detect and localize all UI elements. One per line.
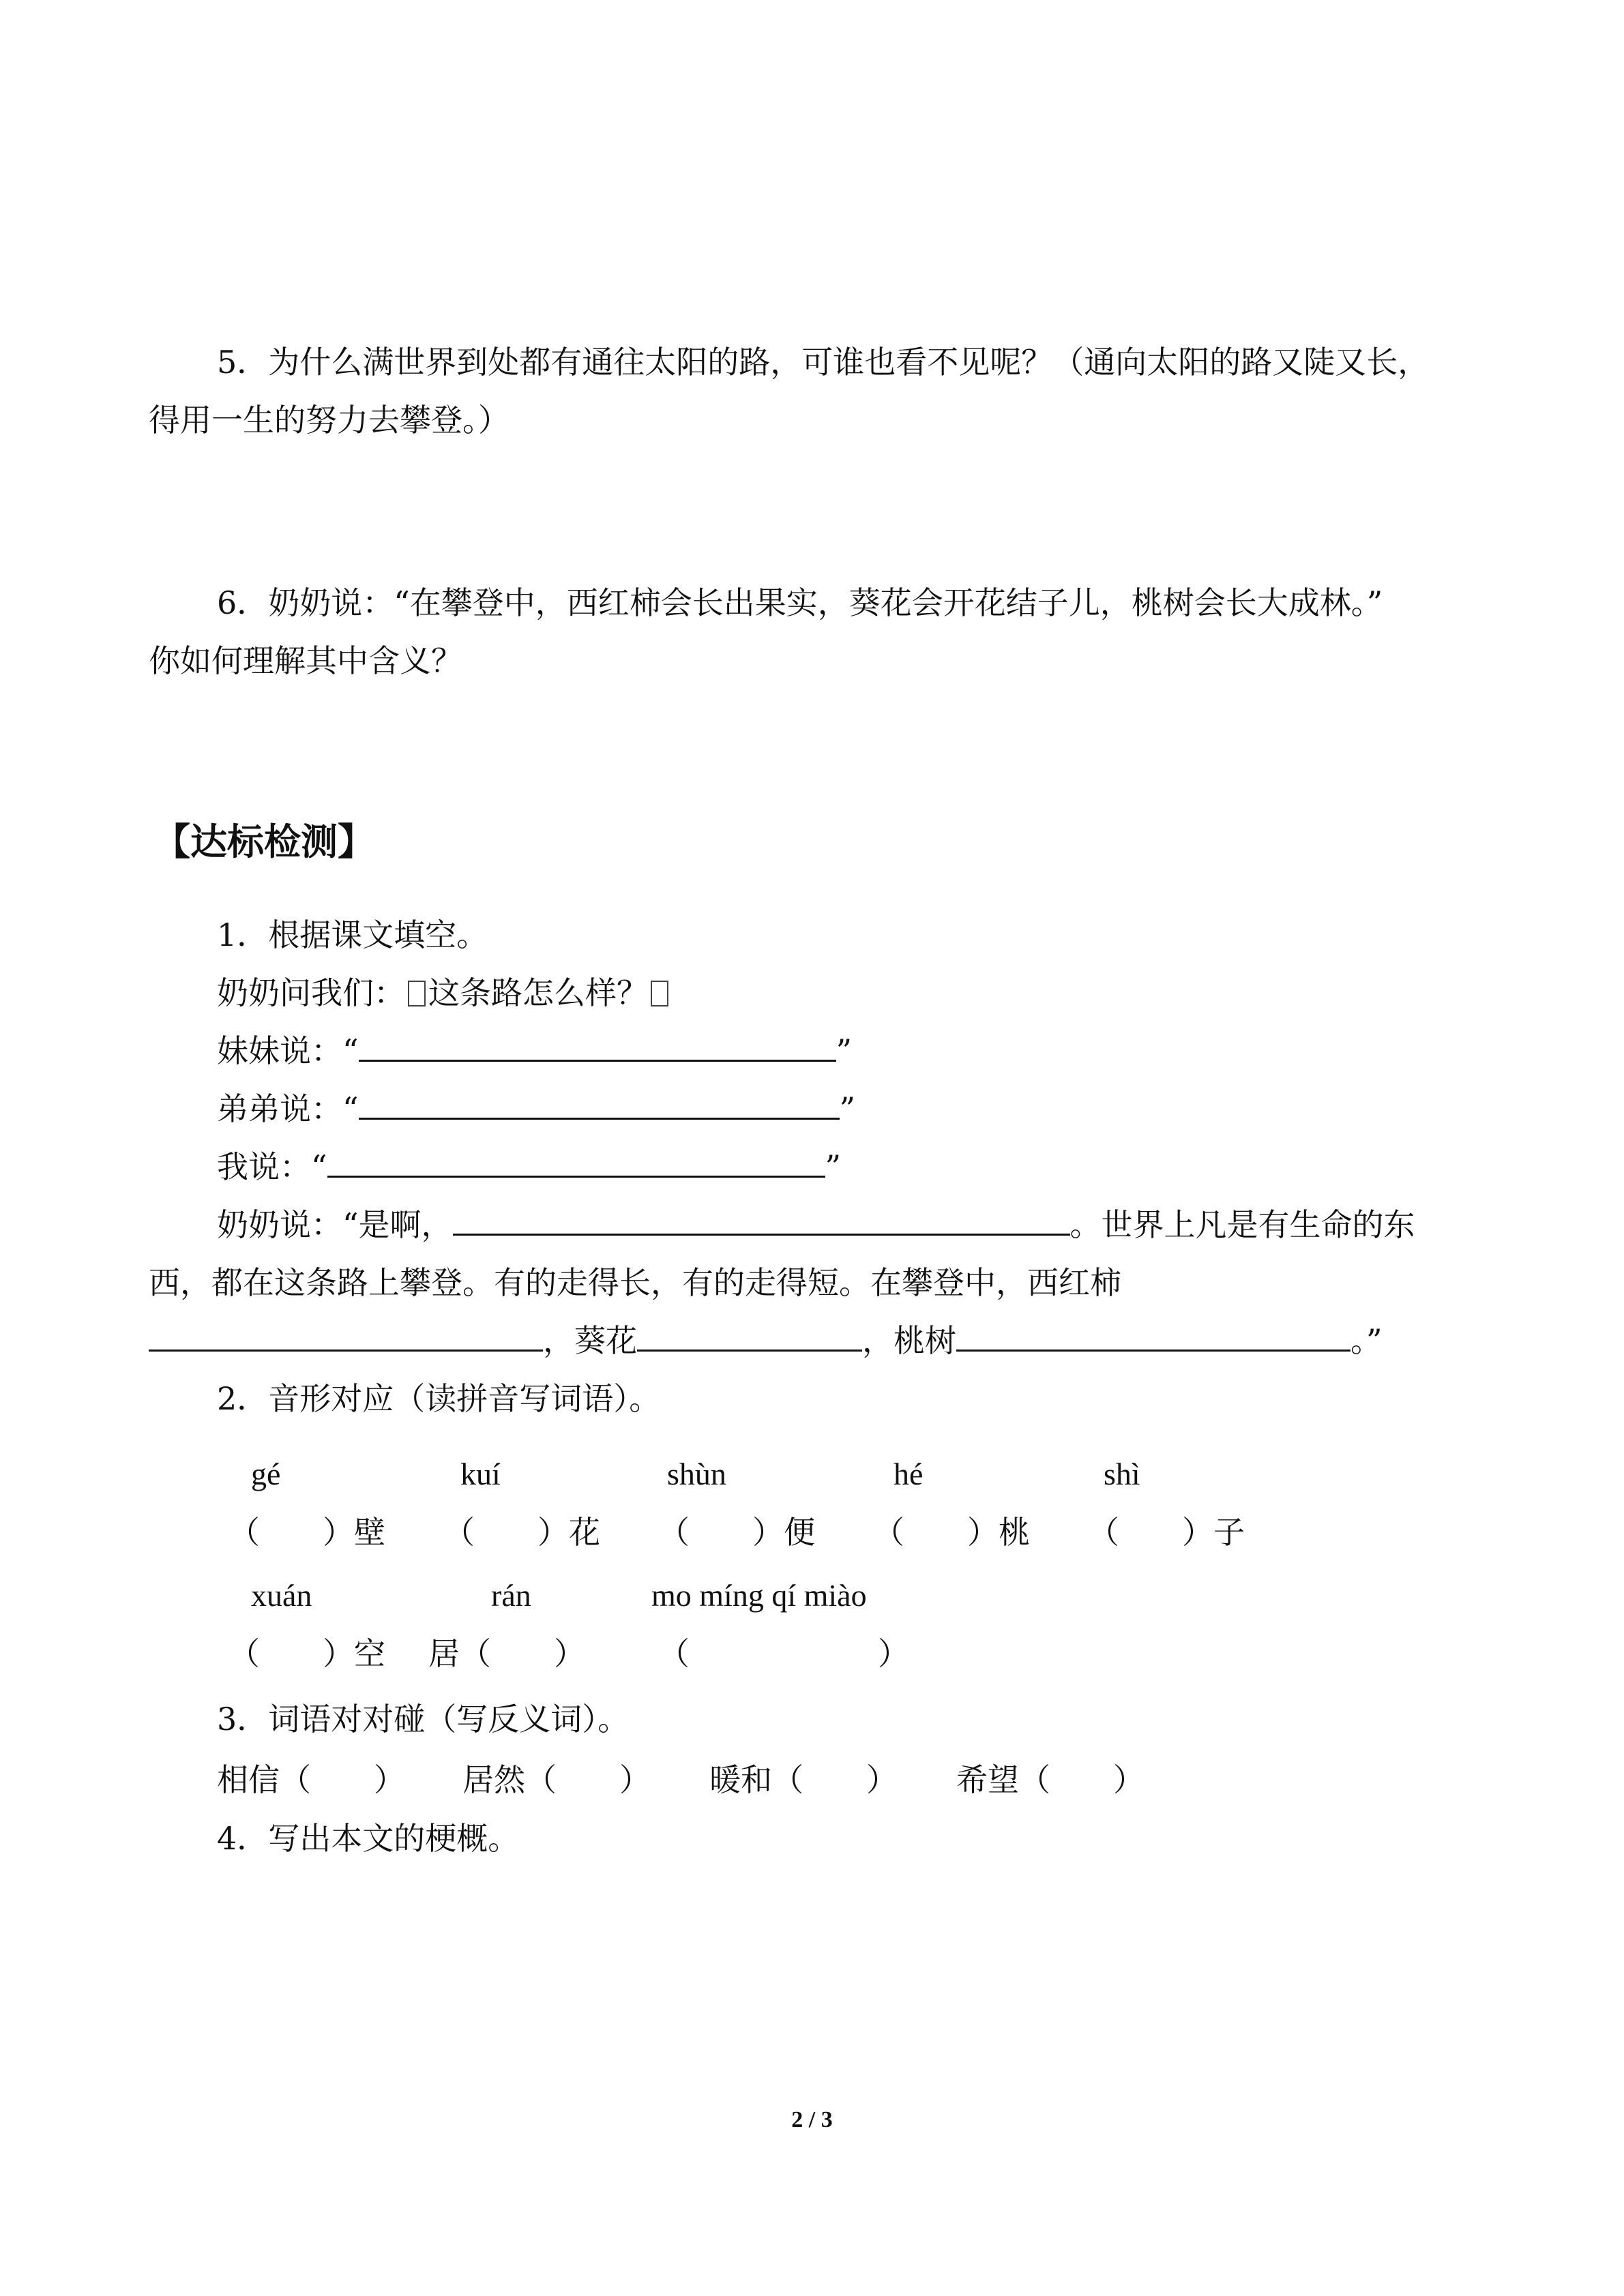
q1-grandma-asks [217, 961, 671, 1024]
q1-sep-sunflower: ，葵花 [543, 1322, 637, 1359]
q3-item-unexpectedly[interactable]: 居然（ ） [462, 1761, 651, 1798]
q1-brother-line [217, 1077, 855, 1140]
q2-answer-row-2 [0, 1630, 1624, 1678]
pinyin-shi: shì [1104, 1457, 1140, 1491]
close-quote: ” [836, 1032, 853, 1069]
q2-item-hang-in-air[interactable]: （ ）空 [228, 1635, 385, 1672]
peach-answer-blank[interactable] [956, 1325, 1350, 1352]
q2-item-walnut[interactable]: （ ）桃 [873, 1514, 1030, 1551]
grandma-answer-blank[interactable] [453, 1209, 1070, 1236]
pinyin-ge: gé [251, 1457, 281, 1491]
q1-title: 1．根据课文填空。 [217, 916, 488, 953]
q2-item-persimmon[interactable]: （ ）子 [1088, 1514, 1245, 1551]
missing-glyph-box [651, 981, 668, 1007]
q1-brother-prefix: 弟弟说：“ [217, 1090, 359, 1127]
me-answer-blank[interactable] [327, 1151, 825, 1178]
q3-title: 3．词语对对碰（写反义词）。 [217, 1701, 630, 1738]
q1-grandma-prefix: 奶奶说：“是啊， [217, 1206, 453, 1243]
q3-item-warm[interactable]: 暖和（ ） [709, 1761, 898, 1798]
q2-answer-row-1 [0, 1508, 1624, 1556]
question-5-line-1: 5．为什么满世界到处都有通往太阳的路，可谁也看不见呢？（通向太阳的路又陡又长， [217, 344, 1430, 381]
q2-item-wall[interactable]: （ ）壁 [228, 1514, 385, 1551]
brother-answer-blank[interactable] [359, 1093, 840, 1120]
q1-grandma-suffix: 。世界上凡是有生命的东 [1069, 1206, 1415, 1243]
q1-line-3 [149, 1309, 1383, 1372]
page-number: 2 / 3 [791, 2107, 833, 2132]
sunflower-answer-blank[interactable] [637, 1325, 862, 1352]
q1-sep-peach: ，桃树 [862, 1322, 956, 1359]
q1-line-2: 西，都在这条路上攀登。有的走得长，有的走得短。在攀登中，西红柿 [149, 1264, 1121, 1301]
q3-item-believe[interactable]: 相信（ ） [217, 1761, 405, 1798]
q1-grandma-asks-question: 这条路怎么样？ [428, 974, 648, 1011]
q3-item-hope[interactable]: 希望（ ） [956, 1761, 1145, 1798]
pinyin-mo-ming-qi-miao: mo míng qí miào [651, 1578, 867, 1613]
pinyin-ran: rán [491, 1578, 531, 1613]
tomato-answer-blank[interactable] [149, 1325, 543, 1352]
pinyin-kui: kuí [460, 1457, 501, 1491]
pinyin-xuan: xuán [251, 1578, 312, 1613]
sister-answer-blank[interactable] [359, 1035, 836, 1062]
question-6-line-1: 6．奶奶说：“在攀登中，西红柿会长出果实，葵花会开花结子儿，桃树会长大成林。” [217, 584, 1383, 621]
close-quote: ” [825, 1148, 842, 1185]
q1-grandma-asks-prefix: 奶奶问我们： [217, 974, 405, 1011]
q4-title: 4．写出本文的梗概。 [217, 1820, 520, 1857]
question-6-line-2: 你如何理解其中含义？ [149, 642, 462, 679]
pinyin-he: hé [894, 1457, 924, 1491]
q2-item-unexpectedly[interactable]: 居（ ） [428, 1635, 585, 1672]
q2-title: 2．音形对应（读拼音写词语）。 [217, 1380, 661, 1417]
q3-antonym-row [0, 1756, 1624, 1804]
q1-me-prefix: 我说：“ [217, 1148, 327, 1185]
missing-glyph-box [408, 981, 426, 1007]
q2-item-inexplicable[interactable]: （ ） [658, 1635, 909, 1672]
q1-end: 。” [1350, 1322, 1383, 1359]
close-quote: ” [839, 1090, 856, 1127]
pinyin-shun: shùn [667, 1457, 726, 1491]
q1-sister-line [217, 1019, 852, 1082]
q2-item-convenient[interactable]: （ ）便 [658, 1514, 815, 1551]
q1-sister-prefix: 妹妹说：“ [217, 1032, 359, 1069]
q1-me-line [217, 1135, 841, 1198]
question-5-line-2: 得用一生的努力去攀登。） [149, 402, 510, 438]
q1-grandma-line [217, 1193, 1415, 1256]
section-heading: 【达标检测】 [153, 820, 374, 863]
q2-item-sunflower[interactable]: （ ）花 [443, 1514, 600, 1551]
